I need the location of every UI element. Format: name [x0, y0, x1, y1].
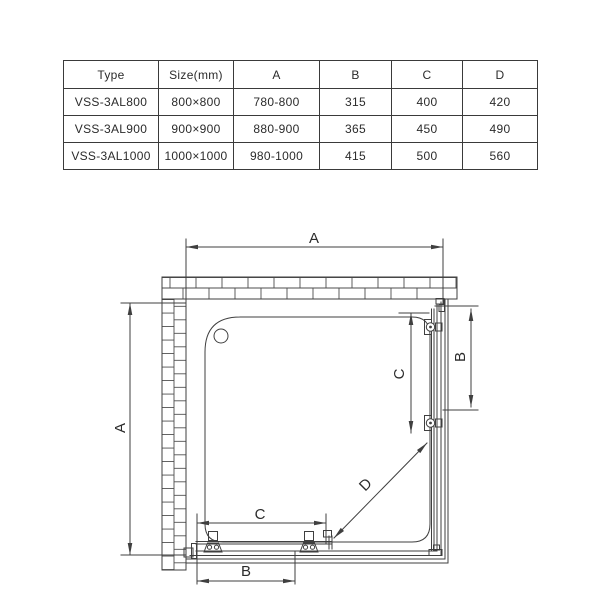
cell-c: 450: [392, 116, 463, 143]
spec-header-b: B: [320, 61, 392, 89]
cell-d: 560: [463, 143, 538, 170]
cell-type: VSS-3AL900: [64, 116, 159, 143]
spec-header-c: C: [392, 61, 463, 89]
dim-label-right-b: B: [452, 351, 469, 363]
spec-header-d: D: [463, 61, 538, 89]
cell-b: 415: [320, 143, 392, 170]
cell-a: 880-900: [234, 116, 320, 143]
wall-left: [162, 299, 186, 570]
cell-b: 365: [320, 116, 392, 143]
bottom-door-panel: [184, 531, 332, 559]
drain-circle: [214, 329, 228, 343]
cell-type: VSS-3AL1000: [64, 143, 159, 170]
cell-b: 315: [320, 89, 392, 116]
spec-table: [63, 60, 538, 170]
roller-mid-right: [425, 416, 443, 431]
table-row: [64, 89, 538, 116]
cell-size: 900×900: [159, 116, 234, 143]
cell-d: 420: [463, 89, 538, 116]
spec-header-size: Size(mm): [159, 61, 234, 89]
cell-a: 780-800: [234, 89, 320, 116]
dim-line-diag-d: [334, 443, 427, 538]
shower-tray: [205, 317, 430, 542]
door-guide-block: [324, 531, 332, 538]
cell-c: 500: [392, 143, 463, 170]
wall-top: [162, 277, 457, 299]
table-row: [64, 116, 538, 143]
dim-label-left-a: A: [112, 422, 129, 434]
cell-size: 1000×1000: [159, 143, 234, 170]
corner-bracket-bottom-right: [429, 545, 442, 556]
cell-c: 400: [392, 89, 463, 116]
cell-type: VSS-3AL800: [64, 89, 159, 116]
dim-label-top-a: A: [308, 230, 320, 247]
roller-top-right: [425, 320, 443, 335]
spec-header-row: [64, 61, 538, 89]
cell-a: 980-1000: [234, 143, 320, 170]
cell-size: 800×800: [159, 89, 234, 116]
dim-label-diag-d: D: [355, 474, 376, 495]
table-row: [64, 143, 538, 170]
dim-label-right-c: C: [391, 368, 408, 380]
dim-label-bottom-b: B: [240, 563, 252, 580]
installation-diagram: [0, 210, 600, 600]
cell-d: 490: [463, 116, 538, 143]
dim-label-bottom-c: C: [254, 506, 266, 523]
spec-header-a: A: [234, 61, 320, 89]
spec-header-type: Type: [64, 61, 159, 89]
